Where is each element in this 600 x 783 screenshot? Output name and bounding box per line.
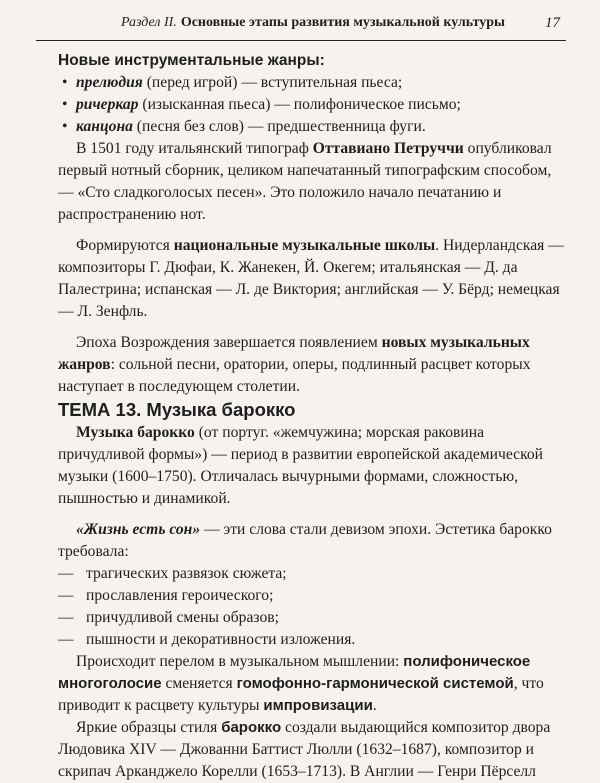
bold-term: национальные музыкальные школы xyxy=(173,237,436,254)
genre-term: ричеркар xyxy=(76,96,139,113)
paragraph-schools xyxy=(58,235,570,323)
text-run: — эти слова стали девизом эпохи. Эстетика барокко требовала: xyxy=(58,521,552,560)
bullet-icon: • xyxy=(62,96,68,113)
list-text: пышности и декоративности изложения. xyxy=(86,631,356,648)
text-run: В 1501 году итальянский типограф xyxy=(76,140,313,157)
text-run: Формируются xyxy=(76,237,174,254)
paragraph-turn xyxy=(58,651,570,717)
genres-heading: Новые инструментальные жанры: xyxy=(58,52,325,69)
text-run: Происходит перелом в музыкальном мышлении: xyxy=(76,653,404,670)
paragraph-examples xyxy=(58,717,570,783)
list-item xyxy=(58,72,570,94)
text-run: Эпоха Возрождения завершается появлением xyxy=(76,334,382,351)
text-run: . xyxy=(372,697,377,714)
text-run: , что приводит к расцвету культуры xyxy=(58,675,544,714)
list-text: прославления героического; xyxy=(86,587,274,604)
bold-term: Оттавиано Петруччи xyxy=(312,140,464,157)
motto-quote: «Жизнь есть сон» xyxy=(76,521,201,538)
list-text: причудливой смены образов; xyxy=(86,609,279,626)
list-item xyxy=(58,94,570,116)
header-rule xyxy=(36,40,566,41)
header-section: Раздел II. xyxy=(120,15,177,30)
text-run: Яркие образцы стиля xyxy=(76,719,222,736)
list-text: трагических развязок сюжета; xyxy=(86,565,287,582)
list-item xyxy=(58,116,570,138)
paragraph-petrucci xyxy=(58,138,570,226)
bold-term: барокко xyxy=(221,719,282,736)
bullet-icon: • xyxy=(62,118,68,135)
text-run: : сольной песни, оратории, оперы, подлинный расцвет которых наступает в последующем столетии. xyxy=(58,356,531,395)
page-number: 17 xyxy=(545,14,560,31)
text-run: (от португ. «жемчужина; морская раковина причудливой формы») — период в развитии европейской академической музыки (1600–1750). Отличалась вычурными формами, сложностью, пышностью и динамикой. xyxy=(58,424,544,507)
bullet-icon: • xyxy=(62,74,68,91)
dash-icon: — xyxy=(58,631,74,648)
bold-term: гомофонно-гармонической системой xyxy=(236,675,514,692)
aesthetics-list xyxy=(58,563,570,651)
list-item xyxy=(58,563,570,585)
dash-icon: — xyxy=(58,587,74,604)
dash-icon: — xyxy=(58,609,74,626)
header-title: Основные этапы развития музыкальной культуры xyxy=(180,15,505,30)
bold-term: Музыка барокко xyxy=(76,424,195,441)
genre-desc: (песня без слов) — предшественница фуги. xyxy=(132,118,426,135)
genre-desc: (изысканная пьеса) — полифоническое письмо; xyxy=(138,96,461,113)
paragraph-motto xyxy=(58,519,570,563)
text-run: сменяется xyxy=(161,675,237,692)
genre-term: канцона xyxy=(76,118,133,135)
text-run: . Нидерландская — композиторы Г. Дюфаи, К. Жанекен, Й. Окегем; итальянская — Д. да Палестрина; испанская — Л. де Виктория; английская — У. Бёрд; немецкая — Л. Зенфль. xyxy=(58,237,564,320)
bold-term: импровизации xyxy=(263,697,373,714)
list-item xyxy=(58,607,570,629)
page-body xyxy=(58,50,570,783)
genre-desc: (перед игрой) — вступительная пьеса; xyxy=(142,74,403,91)
genre-term: прелюдия xyxy=(76,74,143,91)
paragraph-baroque xyxy=(58,422,570,510)
genres-list xyxy=(58,72,570,138)
paragraph-epoch xyxy=(58,332,570,398)
list-item xyxy=(58,629,570,651)
dash-icon: — xyxy=(58,565,74,582)
bold-term: полифоническое многоголосие xyxy=(58,653,531,692)
bold-term: новых музыкальных жанров xyxy=(58,334,530,373)
list-item xyxy=(58,585,570,607)
text-run: создали выдающийся композитор двора Людовика XIV — Джованни Баттист Люлли (1632–1687), композитор и скрипач Арканджело Корелли (1653–1713). В Англии — Генри Пёрселл xyxy=(58,719,551,780)
text-run: опубликовал первый нотный сборник, целиком напечатанный типографским способом, — «Сто сладкоголосых песен». Это положило начало печатанию и распространению нот. xyxy=(58,140,552,223)
topic-title: ТЕМА 13. Музыка барокко xyxy=(58,399,296,420)
running-header xyxy=(36,8,560,38)
